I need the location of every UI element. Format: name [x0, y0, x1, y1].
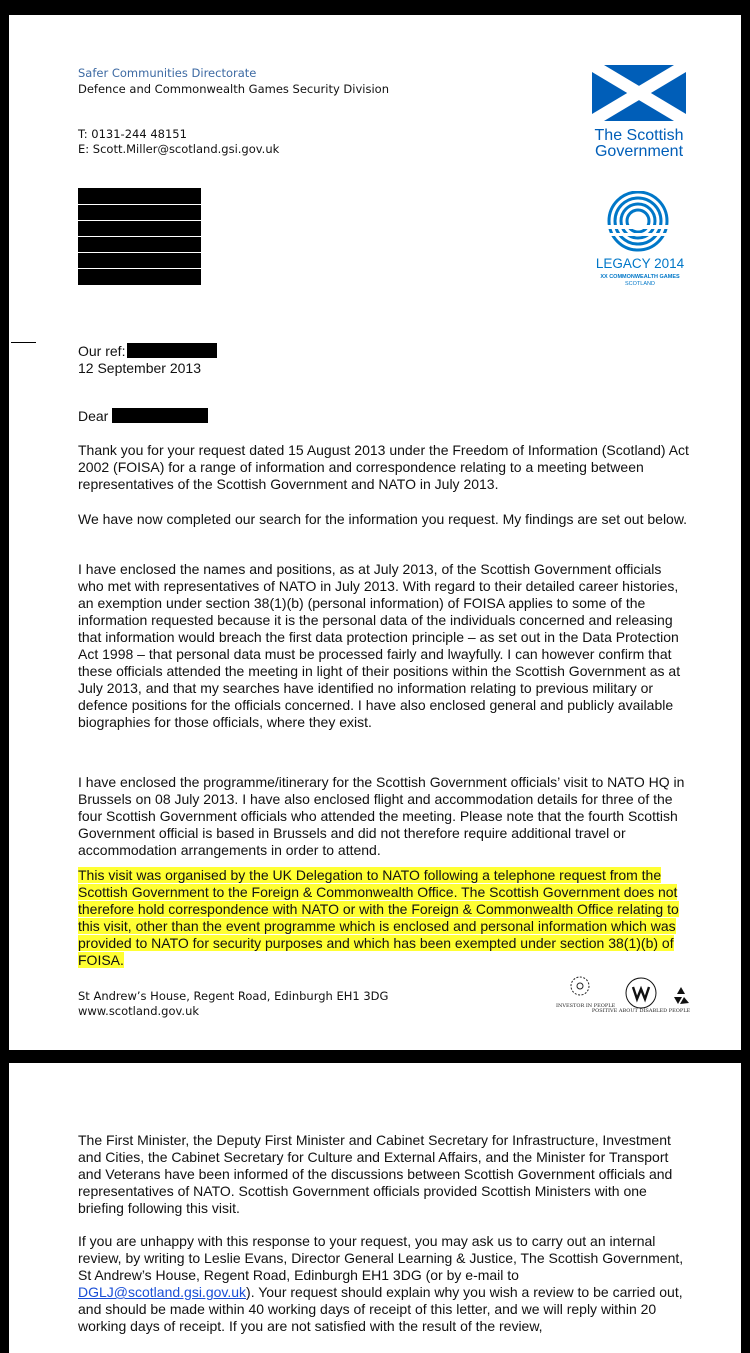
paragraph-visit-organised: [78, 867, 690, 969]
paragraph-internal-review: [78, 1233, 690, 1335]
website[interactable]: www.scotland.gov.uk: [78, 1004, 200, 1018]
footer-address: [78, 989, 388, 1019]
legacy-subtitle-2: SCOTLAND: [625, 281, 655, 287]
legacy-2014-logo: [589, 191, 691, 296]
paragraph-search-complete: We have now completed our search for the information you request. My findings are set out below.: [78, 511, 688, 527]
redaction-gap: [78, 236, 201, 237]
positive-about-disabled-people-icon: [592, 978, 691, 1013]
division-name: Defence and Commonwealth Games Security Division: [78, 82, 389, 96]
salutation-text: Dear: [78, 408, 109, 424]
investor-in-people-icon: [556, 977, 616, 1009]
letter-page-2: [9, 1063, 741, 1353]
email-address: E: Scott.Miller@scotland.gsi.gov.uk: [78, 142, 280, 156]
directorate-name: Safer Communities Directorate: [78, 66, 257, 80]
legacy-subtitle: XX COMMONWEALTH GAMES: [600, 274, 680, 280]
fold-mark: [11, 342, 36, 343]
sg-logo-line2: Government: [594, 143, 684, 160]
letter-page-1: [9, 15, 741, 1050]
redaction-gap: [78, 268, 201, 269]
paragraph-itinerary: I have enclosed the programme/itinerary for the Scottish Government officials’ visit to NATO HQ in Brussels on 08 July 2013. I have also enclosed flight and accommodation details for three of the four Scottish Government officials who attended the meeting. Please note that the fourth Scottish Government official is based in Brussels and did not therefore require additional travel or accommodation arrangements in order to attend.: [78, 774, 685, 858]
review-text-start: If you are unhappy with this response to your request, you may ask us to carry out an internal review, by writing to Leslie Evans, Director General Learning & Justice, The Scottish Government, St Andrew’s House, Regent Road, Edinburgh EH1 3DG (or by e-mail to: [78, 1233, 684, 1283]
phone-number: T: 0131-244 48151: [78, 127, 187, 141]
redaction-gap: [78, 220, 201, 221]
paragraph-officials: I have enclosed the names and positions, as at July 2013, of the Scottish Government officials who met with representatives of NATO in July 2013. With regard to their detailed career histories, an exemption under section 38(1)(b) (personal information) of FOISA applies to some of the information requested because it is the personal data of the individuals concerned and releasing that information would breach the first data protection principle – as set out in the Data Protection Act 1998 – that personal data must be processed fairly and lwayfully. I can however confirm that these officials attended the meeting in light of their positions within the Scottish Government as at July 2013, and that my searches have identified no information relating to previous military or defence positions for the officials concerned. I have also enclosed general and publicly available biographies for those officials, where they exist.: [78, 561, 681, 730]
reference-block: [78, 343, 217, 377]
saltire-flag-icon: [589, 65, 689, 160]
positive-label: POSITIVE ABOUT DISABLED PEOPLE: [591, 1008, 691, 1013]
sg-logo-line1: The Scottish: [594, 127, 684, 144]
highlighted-text: This visit was organised by the UK Delegation to NATO following a telephone request from the Scottish Government to the Foreign & Commonwealth Office. The Scottish Government does not therefore hold correspondence with NATO or with the Foreign & Commonwealth Office relating to this visit, other than the event programme which is enclosed and personal information which was provided to NATO for security purposes and which has been exempted under section 38(1)(b) of FOISA.: [78, 867, 679, 968]
salutation: [78, 408, 208, 425]
legacy-title: LEGACY 2014: [595, 256, 685, 271]
accreditation-badges: [553, 973, 693, 1013]
paragraph-request: Thank you for your request dated 15 August 2013 under the Freedom of Information (Scotland) Act 2002 (FOISA) for a range of information and correspondence relating to a meeting between representatives of the Scottish Government and NATO in July 2013.: [78, 442, 689, 492]
paragraph-ministers-informed: The First Minister, the Deputy First Minister and Cabinet Secretary for Infrastructure, Investment and Cities, the Cabinet Secretary for Culture and External Affairs, and the Minister for Transport and Veterans have been informed of the discussions between Scottish Government officials and representatives of NATO. Scottish Government officials provided Scottish Ministers with one briefing following this visit.: [78, 1132, 673, 1216]
postal-address: St Andrew’s House, Regent Road, Edinburgh EH1 3DG: [78, 989, 389, 1003]
redacted-recipient-name: [112, 408, 208, 423]
redacted-reference: [127, 343, 217, 358]
iip-label: INVESTOR IN PEOPLE: [556, 1003, 616, 1009]
letterhead: [78, 65, 389, 97]
legacy-rings-icon: [589, 191, 691, 291]
recycle-icon: [674, 987, 689, 1004]
review-text-end: ). Your request should explain why you wish a review to be carried out, and should be made within 40 working days of receipt of this letter, and we will reply within 20 working days of receipt. If you are not satisfied with the result of the review,: [78, 1284, 683, 1334]
scottish-government-logo: [589, 65, 689, 165]
our-ref-label: Our ref:: [78, 343, 126, 359]
redaction-gap: [78, 204, 201, 205]
contact-details: [78, 127, 279, 157]
redaction-gap: [78, 252, 201, 253]
review-email-link[interactable]: DGLJ@scotland.gsi.gov.uk: [78, 1284, 247, 1300]
letter-date: 12 September 2013: [78, 360, 201, 376]
